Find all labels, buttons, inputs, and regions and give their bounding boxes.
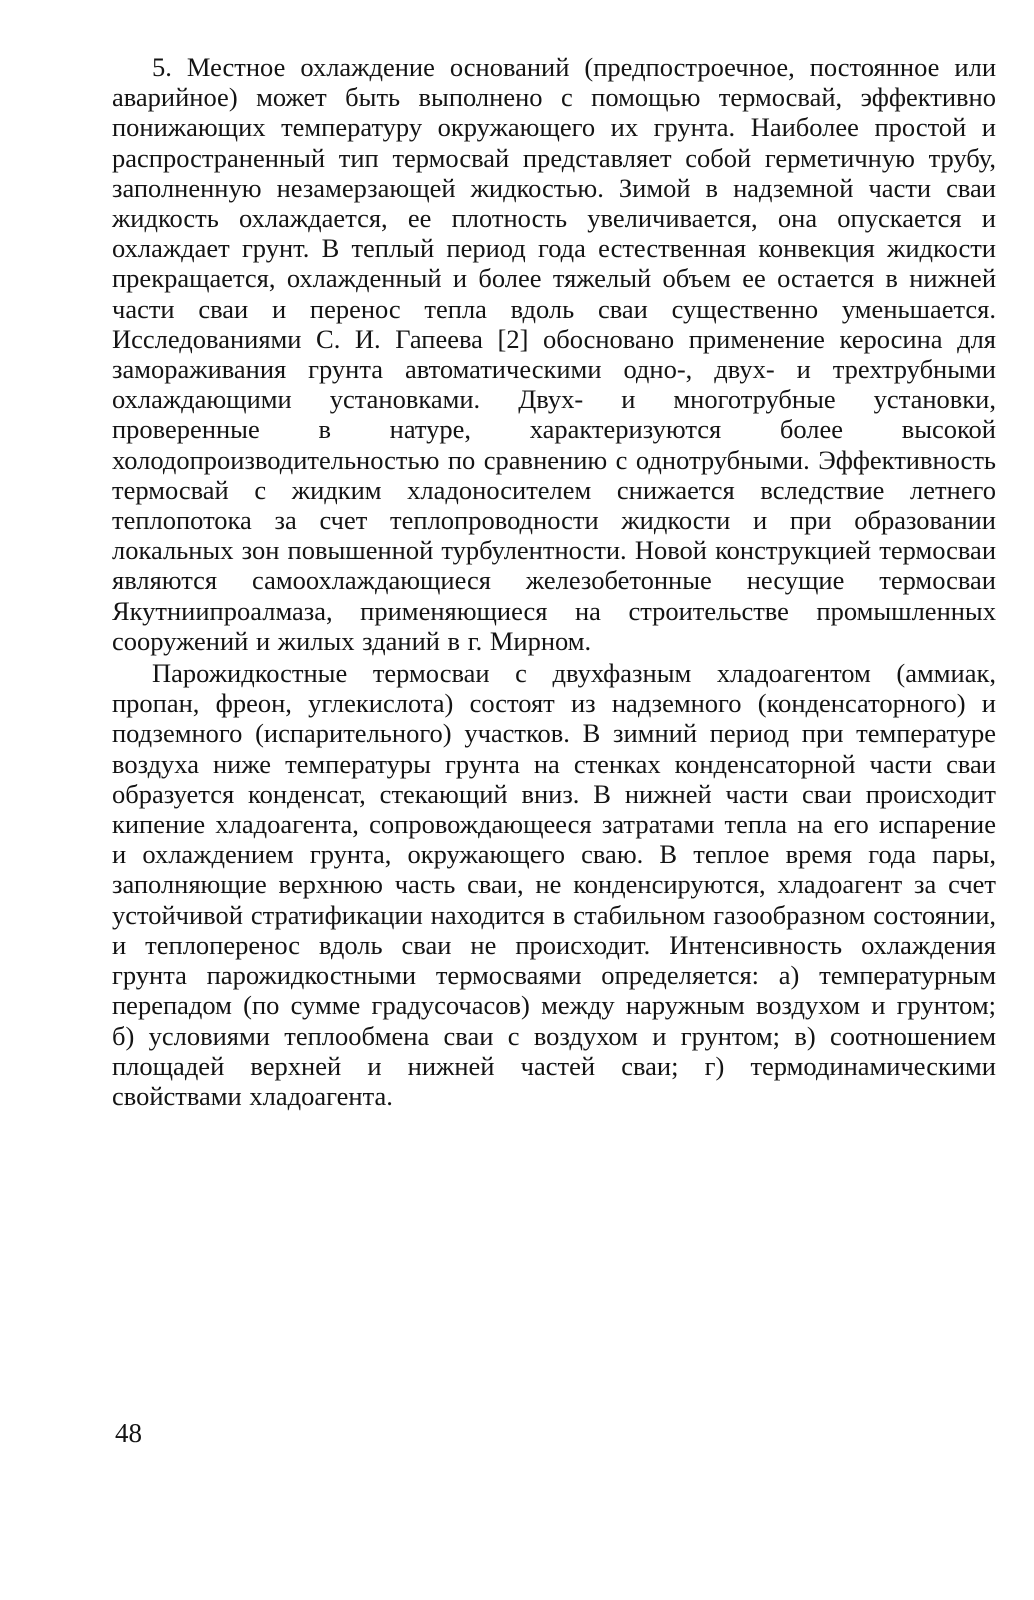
paragraph-two-phase-piles: Парожидкостные термосваи с двухфазным хладоагентом (аммиак, пропан, фреон, углекислота) состоят из надземного (конденсаторного) и подземного (испарительного) участков. В зимний период при температуре воздуха ниже температуры грунта на стенках конденсаторной части сваи образуется конденсат, стекающий вниз. В нижней части сваи происходит кипение хладоагента, сопровождающееся затратами тепла на его испарение и охлаждением грунта, окружающего сваю. В теплое время года пары, заполняющие верхнюю часть сваи, не конденсируются, хладоагент за счет устойчивой стратификации находится в стабильном газообразном состоянии, и теплоперенос вдоль сваи не происходит. Интенсивность охлаждения грунта парожидкостными термосваями определяется: а) температурным перепадом (по сумме градусочасов) между наружным воздухом и грунтом; б) условиями теплообмена сваи с воздухом и грунтом; в) соотношением площадей верхней и нижней частей сваи; г) термодинамическими свойствами хладоагента. [112,658,996,1111]
paragraph-local-cooling: 5. Местное охлаждение оснований (предпостроечное, постоянное или аварийное) может быть выполнено с помощью термосвай, эффективно понижающих температуру окружающего их грунта. Наиболее простой и распространенный тип термосвай представляет собой герметичную трубу, заполненную незамерзающей жидкостью. Зимой в надземной части сваи жидкость охлаждается, ее плотность увеличивается, она опускается и охлаждает грунт. В теплый период года естественная конвекция жидкости прекращается, охлажденный и более тяжелый объем ее остается в нижней части сваи и перенос тепла вдоль сваи существенно уменьшается. Исследованиями С. И. Гапеева [2] обосновано применение керосина для замораживания грунта автоматическими одно-, двух- и трехтрубными охлаждающими установками. Двух- и многотрубные установки, проверенные в натуре, характеризуются более высокой холодопроизводительностью по сравнению с однотрубными. Эффективность термосвай с жидким хладоносителем снижается вследствие летнего теплопотока за счет теплопроводности жидкости и при образовании локальных зон повышенной турбулентности. Новой конструкцией термосваи являются самоохлаждающиеся железобетонные несущие термосваи Якутниипроалмаза, применяющиеся на строительстве промышленных сооружений и жилых зданий в г. Мирном. [112,52,996,656]
page-body [112,52,996,1111]
page-number: 48 [115,1418,142,1448]
